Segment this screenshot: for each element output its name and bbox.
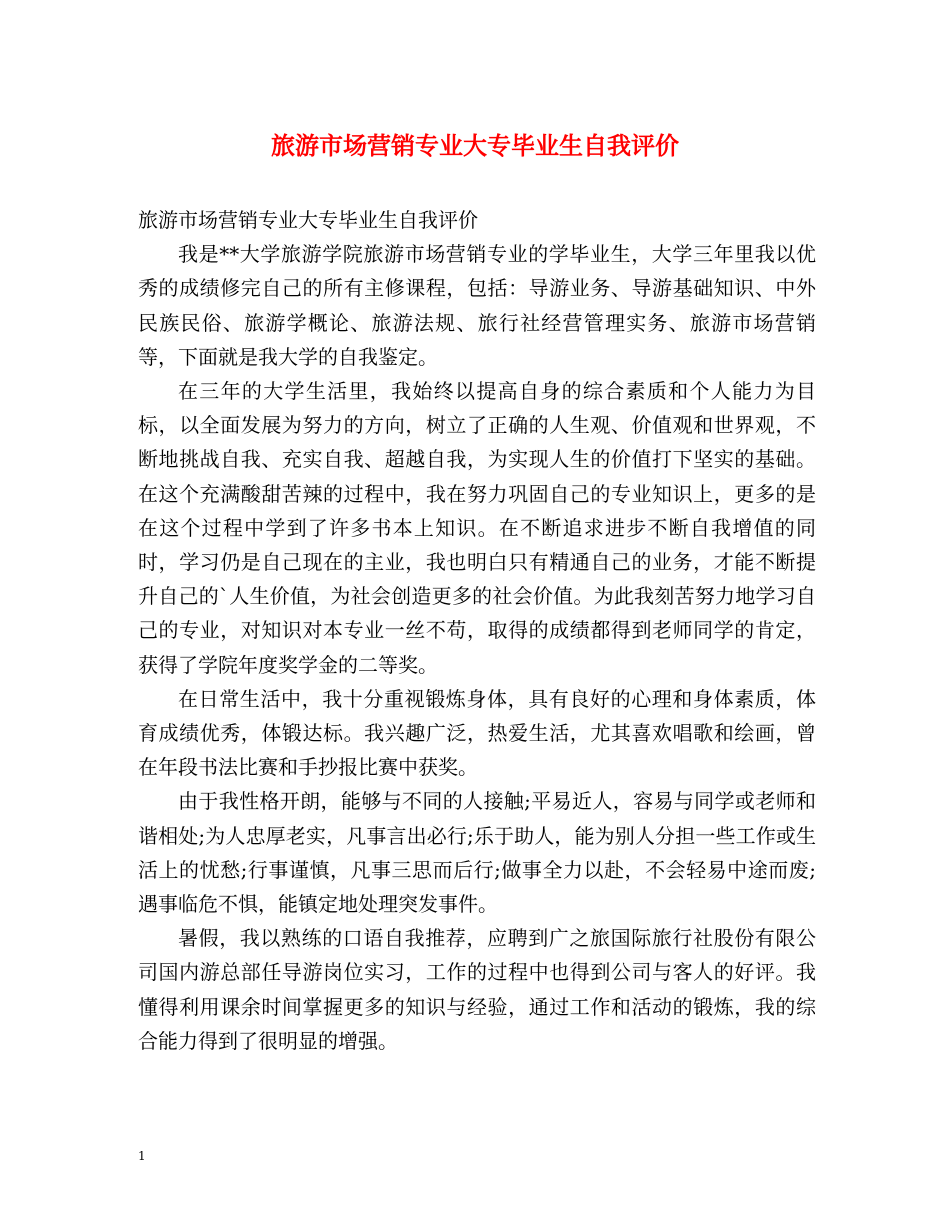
paragraph-daily-life: 在日常生活中，我十分重视锻炼身体，具有良好的心理和身体素质，体育成绩优秀，体锻达标。我兴趣广泛，热爱生活，尤其喜欢唱歌和绘画，曾在年段书法比赛和手抄报比赛中获奖。 [138, 686, 816, 780]
document-body [138, 203, 816, 1058]
document-title: 旅游市场营销专业大专毕业生自我评价 [271, 131, 679, 160]
document-subtitle: 旅游市场营销专业大专毕业生自我评价 [138, 208, 478, 232]
paragraph-study: 在三年的大学生活里，我始终以提高自身的综合素质和个人能力为目标，以全面发展为努力的方向，树立了正确的人生观、价值观和世界观，不断地挑战自我、充实自我、超越自我，为实现人生的价值打下坚实的基础。在这个充满酸甜苦辣的过程中，我在努力巩固自己的专业知识上，更多的是在这个过程中学到了许多书本上知识。在不断追求进步不断自我增值的同时，学习仍是自己现在的主业，我也明白只有精通自己的业务，才能不断提升自己的`人生价值，为社会创造更多的社会价值。为此我刻苦努力地学习自己的专业，对知识对本专业一丝不苟，取得的成绩都得到老师同学的肯定，获得了学院年度奖学金的二等奖。 [138, 379, 816, 677]
paragraph-personality: 由于我性格开朗，能够与不同的人接触;平易近人，容易与同学或老师和谐相处;为人忠厚老实，凡事言出必行;乐于助人，能为别人分担一些工作或生活上的忧愁;行事谨慎，凡事三思而后行;做事全力以赴，不会轻易中途而废;遇事临危不惧，能镇定地处理突发事件。 [138, 789, 816, 917]
paragraph-intro: 我是**大学旅游学院旅游市场营销专业的学毕业生，大学三年里我以优秀的成绩修完自己的所有主修课程，包括：导游业务、导游基础知识、中外民族民俗、旅游学概论、旅游法规、旅行社经营管理实务、旅游市场营销等，下面就是我大学的自我鉴定。 [138, 242, 816, 369]
page-number: 1 [138, 1149, 146, 1163]
paragraph-internship: 暑假，我以熟练的口语自我推荐，应聘到广之旅国际旅行社股份有限公司国内游总部任导游岗位实习，工作的过程中也得到公司与客人的好评。我懂得利用课余时间掌握更多的知识与经验，通过工作和活动的锻炼，我的综合能力得到了很明显的增强。 [138, 926, 816, 1053]
